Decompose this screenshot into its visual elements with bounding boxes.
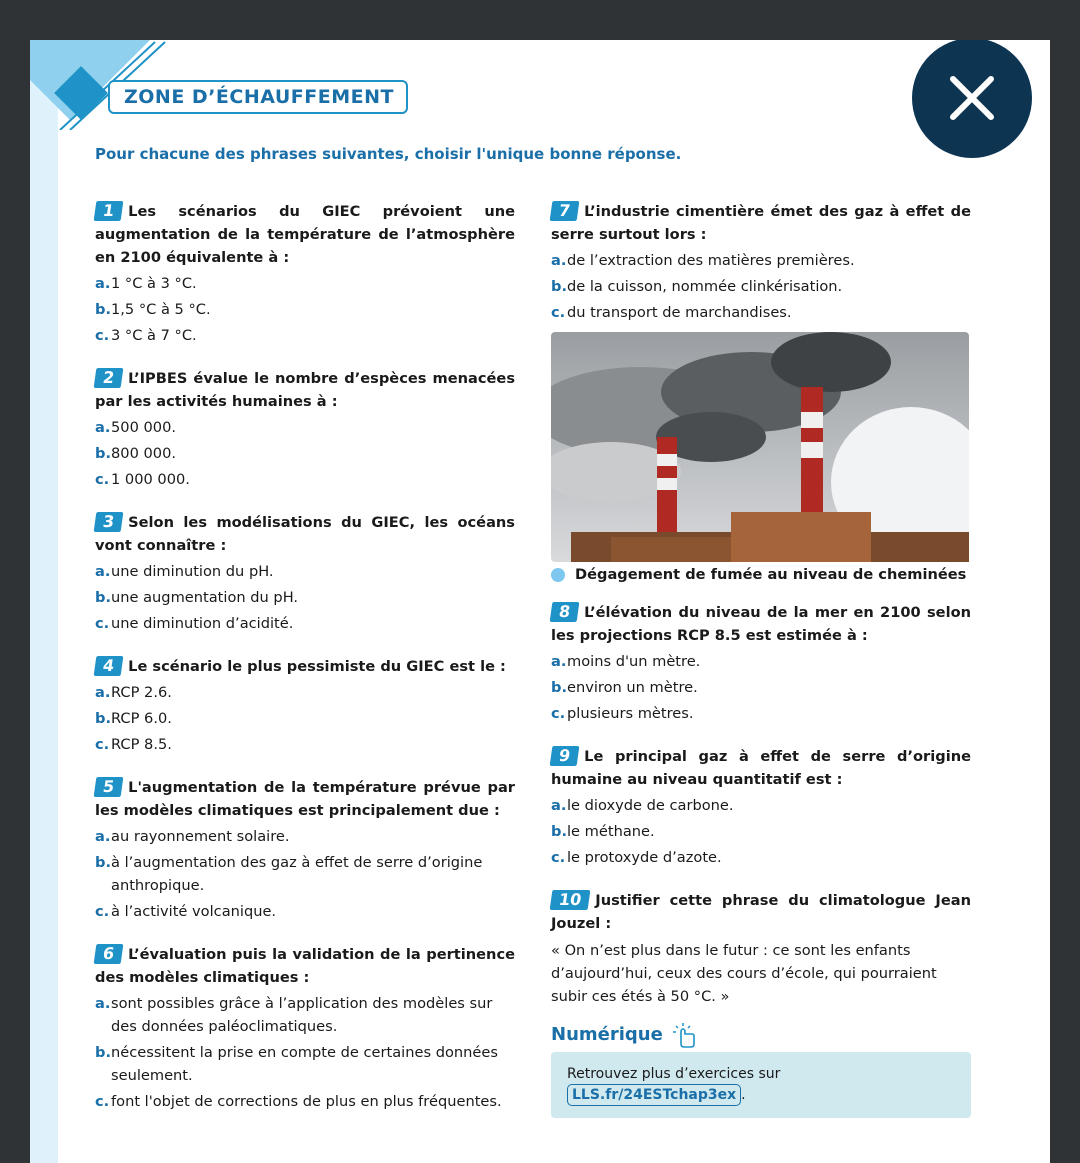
numerique-box: Retrouvez plus d’exercices sur LLS.fr/24ESTchap3ex . bbox=[551, 1052, 971, 1118]
option-b[interactable]: b.RCP 6.0. bbox=[95, 710, 172, 727]
option-b[interactable]: b.le méthane. bbox=[551, 823, 655, 840]
caption-bullet bbox=[551, 568, 565, 582]
option-c[interactable]: c. le protoxyde d’azote. bbox=[551, 849, 722, 866]
numerique-text: Retrouvez plus d’exercices sur bbox=[567, 1066, 781, 1082]
option-b[interactable]: b.nécessitent la prise en compte de certaines données seulement. bbox=[95, 1044, 498, 1084]
option-b[interactable]: b.800 000. bbox=[95, 445, 176, 462]
question-5 bbox=[95, 776, 515, 923]
question-number: 4 bbox=[94, 656, 124, 676]
question-number: 9 bbox=[550, 746, 580, 766]
option-a[interactable]: a.500 000. bbox=[95, 419, 176, 436]
question-text: Les scénarios du GIEC prévoient une augmentation de la température de l’atmosphère en 2100 équivalente à : bbox=[95, 203, 515, 266]
option-b[interactable]: b.environ un mètre. bbox=[551, 679, 698, 696]
question-number: 6 bbox=[94, 944, 124, 964]
question-text: L'augmentation de la température prévue par les modèles climatiques est principalement due : bbox=[95, 779, 515, 819]
question-10 bbox=[551, 889, 971, 1008]
question-text: Selon les modélisations du GIEC, les océans vont connaître : bbox=[95, 514, 515, 554]
pointer-hand-icon bbox=[669, 1022, 699, 1048]
factory-chimneys-photo bbox=[551, 332, 969, 562]
option-c[interactable]: c. une diminution d’acidité. bbox=[95, 615, 294, 632]
question-number: 10 bbox=[550, 890, 591, 910]
question-number: 3 bbox=[94, 512, 124, 532]
question-text: L’évaluation puis la validation de la pertinence des modèles climatiques : bbox=[95, 946, 515, 986]
question-text: L’IPBES évalue le nombre d’espèces menacées par les activités humaines à : bbox=[95, 370, 515, 410]
left-column bbox=[95, 200, 515, 1133]
question-8 bbox=[551, 601, 971, 725]
photo-caption: Dégagement de fumée au niveau de cheminées bbox=[551, 566, 971, 583]
option-c[interactable]: c. 1 000 000. bbox=[95, 471, 190, 488]
section-title: ZONE D’ÉCHAUFFEMENT bbox=[108, 80, 408, 114]
option-a[interactable]: a.au rayonnement solaire. bbox=[95, 828, 290, 845]
left-margin-strip bbox=[30, 40, 58, 1163]
option-b[interactable]: b.une augmentation du pH. bbox=[95, 589, 299, 606]
option-a[interactable]: a.de l’extraction des matières premières. bbox=[551, 252, 855, 269]
question-number: 1 bbox=[94, 201, 124, 221]
jouzel-quote: « On n’est plus dans le futur : ce sont les enfants d’aujourd’hui, ceux des cours d’école, qui pourraient subir ces étés à 50 °C. » bbox=[551, 942, 937, 1005]
question-3 bbox=[95, 511, 515, 635]
option-a[interactable]: a.1 °C à 3 °C. bbox=[95, 275, 197, 292]
question-1 bbox=[95, 200, 515, 347]
option-c[interactable]: c. du transport de marchandises. bbox=[551, 304, 792, 321]
question-number: 2 bbox=[94, 368, 124, 388]
option-c[interactable]: c. font l'objet de corrections de plus en plus fréquentes. bbox=[95, 1093, 502, 1110]
option-c[interactable]: c. 3 °C à 7 °C. bbox=[95, 327, 197, 344]
exercises-link[interactable]: LLS.fr/24ESTchap3ex bbox=[567, 1084, 741, 1106]
question-6 bbox=[95, 943, 515, 1113]
question-text: Le principal gaz à effet de serre d’origine humaine au niveau quantitatif est : bbox=[551, 748, 971, 788]
option-c[interactable]: c. RCP 8.5. bbox=[95, 736, 172, 753]
close-button[interactable] bbox=[912, 40, 1032, 158]
option-a[interactable]: a.le dioxyde de carbone. bbox=[551, 797, 734, 814]
close-icon bbox=[947, 73, 997, 123]
option-a[interactable]: a.RCP 2.6. bbox=[95, 684, 172, 701]
question-number: 7 bbox=[550, 201, 580, 221]
question-9 bbox=[551, 745, 971, 869]
textbook-page bbox=[30, 40, 1050, 1163]
option-a[interactable]: a.moins d'un mètre. bbox=[551, 653, 701, 670]
right-column bbox=[551, 200, 971, 1118]
option-b[interactable]: b.1,5 °C à 5 °C. bbox=[95, 301, 211, 318]
question-text: Justifier cette phrase du climatologue Jean Jouzel : bbox=[551, 892, 971, 932]
question-7 bbox=[551, 200, 971, 324]
option-c[interactable]: c. plusieurs mètres. bbox=[551, 705, 694, 722]
question-text: Le scénario le plus pessimiste du GIEC est le : bbox=[128, 658, 506, 675]
instructions: Pour chacune des phrases suivantes, choisir l'unique bonne réponse. bbox=[95, 145, 682, 163]
option-b[interactable]: b.à l’augmentation des gaz à effet de serre d’origine anthropique. bbox=[95, 854, 483, 894]
question-2 bbox=[95, 367, 515, 491]
option-a[interactable]: a.une diminution du pH. bbox=[95, 563, 274, 580]
option-c[interactable]: c. à l’activité volcanique. bbox=[95, 903, 277, 920]
question-number: 5 bbox=[94, 777, 124, 797]
question-4 bbox=[95, 655, 515, 756]
question-text: L’élévation du niveau de la mer en 2100 selon les projections RCP 8.5 est estimée à : bbox=[551, 604, 971, 644]
option-a[interactable]: a.sont possibles grâce à l’application des modèles sur des données paléoclimatiques. bbox=[95, 995, 493, 1035]
numerique-heading: Numérique bbox=[551, 1022, 971, 1048]
question-number: 8 bbox=[550, 602, 580, 622]
question-text: L’industrie cimentière émet des gaz à effet de serre surtout lors : bbox=[551, 203, 971, 243]
option-b[interactable]: b.de la cuisson, nommée clinkérisation. bbox=[551, 278, 843, 295]
